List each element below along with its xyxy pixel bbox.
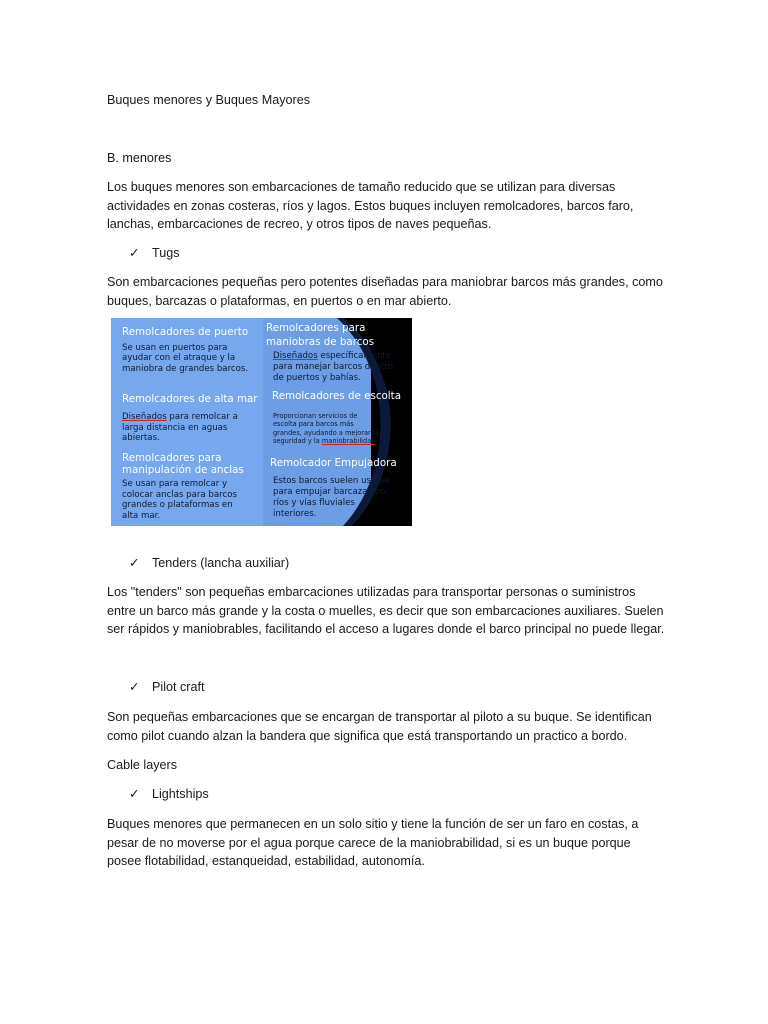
infographic-body-line: grandes o plataformas en — [122, 500, 233, 510]
tugs-paragraph — [107, 273, 667, 310]
infographic-title-anclas: manipulación de anclas — [122, 464, 244, 476]
check-icon: ✓ — [129, 787, 140, 801]
infographic-body-line: Proporcionan servicios de — [273, 412, 358, 420]
infographic-title-alta-mar: Remolcadores de alta mar — [122, 393, 258, 405]
paragraph-line: pesar de no moverse por el agua porque carece de la maniobrabilidad, si es un buque porque — [107, 835, 631, 850]
section-heading: B. menores — [107, 151, 172, 165]
paragraph-line: actividades en zonas costeras, ríos y lagos. Estos buques incluyen remolcadores, barcos faro, — [107, 198, 634, 213]
infographic-body-line: colocar anclas para barcos — [122, 490, 237, 500]
infographic-body-line: Se usan para remolcar y — [122, 479, 228, 489]
bullet-label: Pilot craft — [152, 680, 205, 694]
paragraph-line: Buques menores que permanecen en un solo sitio y tiene la función de ser un faro en costas, a — [107, 817, 639, 831]
infographic-body-line: para manejar barcos dentro — [273, 362, 393, 372]
document-title: Buques menores y Buques Mayores — [107, 93, 311, 107]
paragraph-line: lanchas, embarcaciones de recreo, y otros tipos de naves pequeñas. — [107, 217, 492, 231]
infographic-body-line: escolta para barcos más — [273, 420, 354, 428]
infographic-body-line: ríos y vías fluviales — [273, 498, 355, 508]
infographic-body-line: interiores. — [273, 509, 317, 519]
pilot-paragraph — [107, 708, 667, 745]
paragraph-line: Son pequeñas embarcaciones que se encargan de transportar al piloto a su buque. Se identifican — [107, 710, 652, 724]
check-icon: ✓ — [129, 246, 140, 260]
infographic-body-line: Diseñados para remolcar a — [122, 412, 238, 422]
infographic-title-maniobras: Remolcadores para — [266, 322, 366, 334]
infographic-body-line: seguridad y la maniobrabilidad — [273, 437, 376, 445]
infographic-body-line: Se usan en puertos para — [122, 343, 228, 353]
tenders-paragraph — [107, 583, 667, 639]
paragraph-line: como pilot cuando alzan la bandera que significa que está transportando un practico a bordo. — [107, 728, 628, 743]
tugs-infographic-image — [111, 318, 412, 526]
bullet-label: Lightships — [152, 787, 209, 801]
infographic-title-anclas: Remolcadores para — [122, 452, 222, 464]
infographic-body-line: abiertas. — [122, 433, 160, 443]
check-icon: ✓ — [129, 556, 140, 570]
infographic-title-maniobras: maniobras de barcos — [266, 336, 375, 348]
infographic-title-empujadora: Remolcador Empujadora — [270, 457, 397, 469]
spellcheck-underlined-word: maniobrabilidad — [321, 437, 376, 445]
infographic-body-line: larga distancia en aguas — [122, 423, 228, 433]
infographic-body-line: Estos barcos suelen usarse — [273, 476, 390, 486]
bullet-label: Tenders (lancha auxiliar) — [152, 556, 290, 570]
paragraph-line: Son embarcaciones pequeñas pero potentes diseñadas para maniobrar barcos más grandes, como — [107, 275, 663, 289]
infographic-body-line: Diseñados específicamente — [273, 351, 392, 361]
paragraph-line: buques, barcazas o plataformas, en puertos o en mar abierto. — [107, 293, 452, 308]
paragraph-line: ser rápidos y maniobrables, facilitando el acceso a lugares donde el barco principal no puede llegar. — [107, 622, 665, 636]
infographic-body-line: de puertos y bahías. — [273, 373, 361, 383]
paragraph-line: entre un barco más grande y la costa o muelles, es decir que son embarcaciones auxiliares. Suelen — [107, 603, 664, 618]
infographic-body-line: alta mar. — [122, 511, 161, 521]
intro-paragraph — [107, 178, 667, 234]
infographic-title-puerto: Remolcadores de puerto — [122, 326, 249, 338]
paragraph-line: Los buques menores son embarcaciones de tamaño reducido que se utilizan para diversas — [107, 180, 616, 194]
infographic-body-line: para empujar barcazas por — [273, 487, 390, 497]
spellcheck-underlined-word: Diseñados — [122, 412, 167, 422]
bullet-label: Tugs — [152, 246, 180, 260]
infographic-body-line: maniobra de grandes barcos. — [122, 364, 249, 374]
paragraph-line: posee flotabilidad, estanqueidad, estabilidad, autonomía. — [107, 854, 425, 868]
infographic-title-escolta: Remolcadores de escolta — [272, 390, 402, 402]
cable-layers-heading: Cable layers — [107, 758, 177, 772]
check-icon: ✓ — [129, 680, 140, 694]
infographic-body-line: grandes, ayudando a mejorar la — [273, 429, 379, 437]
paragraph-line: Los "tenders" son pequeñas embarcaciones utilizadas para transportar personas o suministros — [107, 585, 636, 599]
spellcheck-underlined-word: Diseñados — [273, 351, 318, 361]
lightships-paragraph — [107, 815, 667, 871]
infographic-body-line: ayudar con el atraque y la — [122, 353, 236, 363]
